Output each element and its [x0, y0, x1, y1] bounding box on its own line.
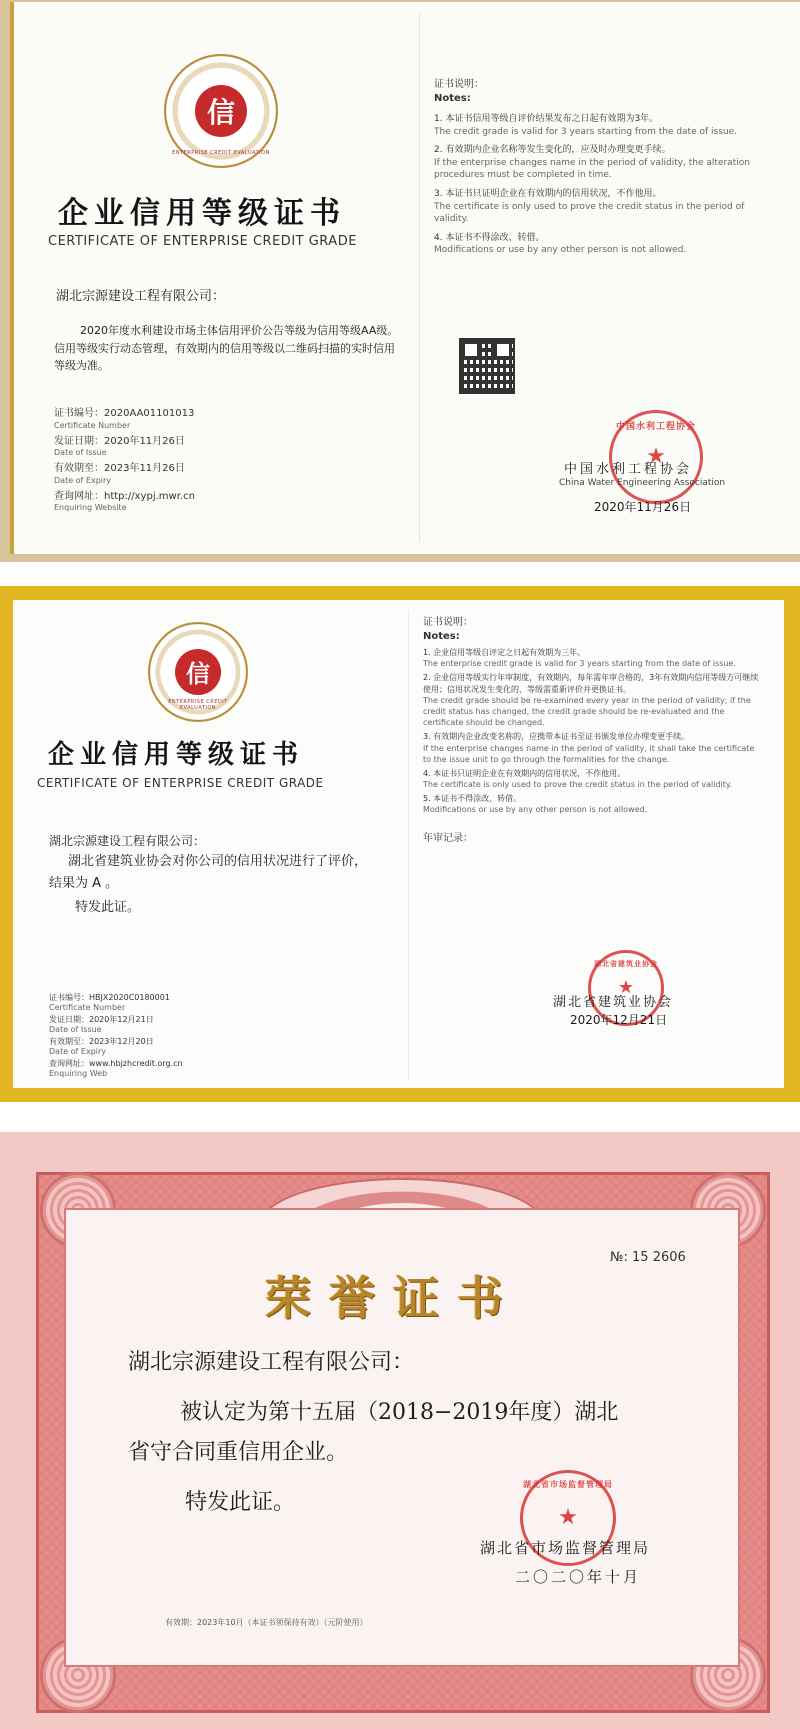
- note-5: 5. 本证书不得涂改、转借。: [423, 794, 522, 804]
- certificate-number: №: 15 2606: [610, 1250, 686, 1265]
- honor-body-line2: 省守合同重信用企业。: [128, 1440, 349, 1465]
- certificate-title: 荣誉证书: [265, 1271, 521, 1325]
- honor-certificate: [0, 1132, 800, 1729]
- seal-star-icon: ★: [558, 1505, 578, 1530]
- company-name: 湖北宗源建设工程有限公司：: [128, 1350, 415, 1375]
- seal-text: 湖北省市场监督管理局: [523, 1480, 613, 1489]
- field-cert-number: 证书编号：HBJX2020C0180001: [49, 993, 170, 1002]
- emblem-character: 信: [195, 85, 248, 138]
- field-issue-date-en: Date of Issue: [54, 448, 107, 457]
- certificate-closing: 特发此证。: [185, 1490, 296, 1515]
- certificate-paper: [10, 2, 800, 554]
- field-website: 查询网址：http://xypj.mwr.cn: [54, 490, 195, 502]
- certificate-fields: [54, 407, 195, 512]
- certificate-notes: [434, 78, 774, 263]
- red-seal-icon: [609, 410, 703, 504]
- credit-certificate-construction-association: [0, 586, 800, 1102]
- certificate-paper: [13, 600, 784, 1088]
- notes-title-en: Notes:: [423, 630, 460, 642]
- emblem-ring-text: ENTERPRISE CREDIT EVALUATION: [168, 699, 228, 712]
- annual-review-label: 年审记录：: [423, 832, 473, 844]
- certificate-title: 企业信用等级证书: [58, 196, 346, 231]
- note-2-en: The credit grade should be re-examined every year in the period of validity; if the credit status has changed, the credit grade should be re-evaluated and the certificate should be changed.: [423, 695, 751, 728]
- issuer-name: 湖北省建筑业协会: [553, 995, 674, 1010]
- honor-body-line1: 被认定为第十五届（2018−2019年度）湖北: [180, 1400, 619, 1425]
- emblem-ring-text: ENTERPRISE CREDIT EVALUATION: [172, 150, 270, 157]
- note-2: 2. 企业信用等级实行年审制度，有效期内，每年需年审合格的，3年有效期内信用等级方可继续使用；信用状况发生变化的，等级需重新评价并更换证书。: [423, 673, 759, 694]
- issuer-name: 湖北省市场监督管理局: [480, 1539, 651, 1557]
- company-name: 湖北宗源建设工程有限公司：: [49, 834, 206, 848]
- qr-code-icon[interactable]: [459, 338, 515, 394]
- note-4-en: The certificate is only used to prove the credit status in the period of validity.: [423, 780, 733, 790]
- fold-line: [419, 12, 420, 542]
- note-3: 3. 有效期内企业改变名称的，应携带本证书至证书颁发单位办理变更手续。: [423, 732, 690, 742]
- validity-footer: 有效期：2023年10月（本证书须保持有效）（元阶使用）: [165, 1618, 368, 1627]
- field-website-en: Enquiring Web: [49, 1069, 108, 1078]
- field-issue-date: 发证日期：2020年11月26日: [54, 435, 185, 447]
- note-2-en: If the enterprise changes name in the period of validity, the alteration procedures must be completed in time.: [434, 157, 750, 181]
- certificate-fields: [49, 992, 183, 1078]
- note-3: 3. 本证书只证明企业在有效期内的信用状况，不作他用。: [434, 188, 662, 199]
- note-4-en: Modifications or use by any other person is not allowed.: [434, 245, 687, 256]
- emblem-character: 信: [175, 649, 221, 695]
- certificate-notes: [423, 616, 763, 845]
- note-3-en: If the enterprise changes name in the period of validity, it shall take the certificate to the issue unit to go through the formalities for the change.: [423, 743, 755, 764]
- note-4: 4. 本证书不得涂改、转借。: [434, 232, 545, 243]
- credit-certificate-water-engineering: [0, 0, 800, 562]
- credit-emblem-icon: [148, 622, 248, 722]
- note-4: 4. 本证书只证明企业在有效期内的信用状况，不作他用。: [423, 768, 626, 778]
- note-2: 2. 有效期内企业名称等发生变化的，应及时办理变更手续。: [434, 145, 671, 156]
- field-cert-number-en: Certificate Number: [49, 1003, 126, 1012]
- notes-title-en: Notes:: [434, 92, 471, 104]
- notes-title: 证书说明：: [423, 617, 473, 628]
- field-website: 查询网址：www.hbjzhcredit.org.cn: [49, 1059, 183, 1068]
- fold-line: [408, 610, 409, 1080]
- issue-date: 2020年11月26日: [594, 500, 692, 514]
- seal-text: 湖北省建筑业协会: [594, 960, 658, 968]
- note-5-en: Modifications or use by any other person is not allowed.: [423, 805, 648, 815]
- credit-emblem-icon: [164, 54, 278, 168]
- issue-date: 2020年12月21日: [570, 1013, 668, 1027]
- company-name: 湖北宗源建设工程有限公司：: [56, 289, 226, 304]
- field-expiry-date-en: Date of Expiry: [54, 475, 112, 485]
- notes-title: 证书说明：: [434, 79, 484, 90]
- seal-star-icon: ★: [646, 444, 666, 469]
- note-1: 1. 企业信用等级自评定之日起有效期为三年。: [423, 648, 586, 657]
- note-1-en: The enterprise credit grade is valid for 3 years starting from the date of issue.: [423, 659, 736, 669]
- field-expiry-date: 有效期至：2023年12月20日: [49, 1037, 154, 1046]
- note-1-en: The credit grade is valid for 3 years starting from the date of issue.: [434, 126, 737, 137]
- certificate-title: 企业信用等级证书: [48, 740, 305, 770]
- certificate-title-en: CERTIFICATE OF ENTERPRISE CREDIT GRADE: [37, 776, 324, 790]
- issuer-name: 中国水利工程协会: [564, 462, 693, 477]
- field-cert-number-en: Certificate Number: [54, 420, 131, 430]
- certificate-title-en: CERTIFICATE OF ENTERPRISE CREDIT GRADE: [48, 234, 357, 249]
- issuer-name-en: China Water Engineering Association: [559, 478, 726, 488]
- issue-date: 二〇二〇年十月: [515, 1568, 642, 1586]
- field-website-en: Enquiring Website: [54, 503, 127, 512]
- field-expiry-date-en: Date of Expiry: [49, 1047, 107, 1056]
- certificate-result: 结果为 A 。: [49, 876, 119, 891]
- certificate-body-line1: 湖北省建筑业协会对你公司的信用状况进行了评价，: [68, 854, 368, 869]
- note-3-en: The certificate is only used to prove the credit status in the period of validity.: [434, 201, 745, 225]
- field-issue-date-en: Date of Issue: [49, 1025, 102, 1034]
- field-expiry-date: 有效期至：2023年11月26日: [54, 463, 185, 474]
- certificate-body: 2020年度水利建设市场主体信用评价公告等级为信用等级AA级。信用等级实行动态管理，有效期内的信用等级以二维码扫描的实时信用等级为准。: [54, 324, 399, 373]
- field-issue-date: 发证日期：2020年12月21日: [49, 1015, 154, 1024]
- note-1: 1. 本证书信用等级自评价结果发布之日起有效期为3年。: [434, 114, 659, 124]
- seal-text: 中国水利工程协会: [615, 422, 696, 432]
- seal-star-icon: ★: [617, 977, 635, 998]
- field-cert-number: 证书编号：2020AA01101013: [54, 408, 195, 419]
- certificate-closing: 特发此证。: [75, 900, 141, 915]
